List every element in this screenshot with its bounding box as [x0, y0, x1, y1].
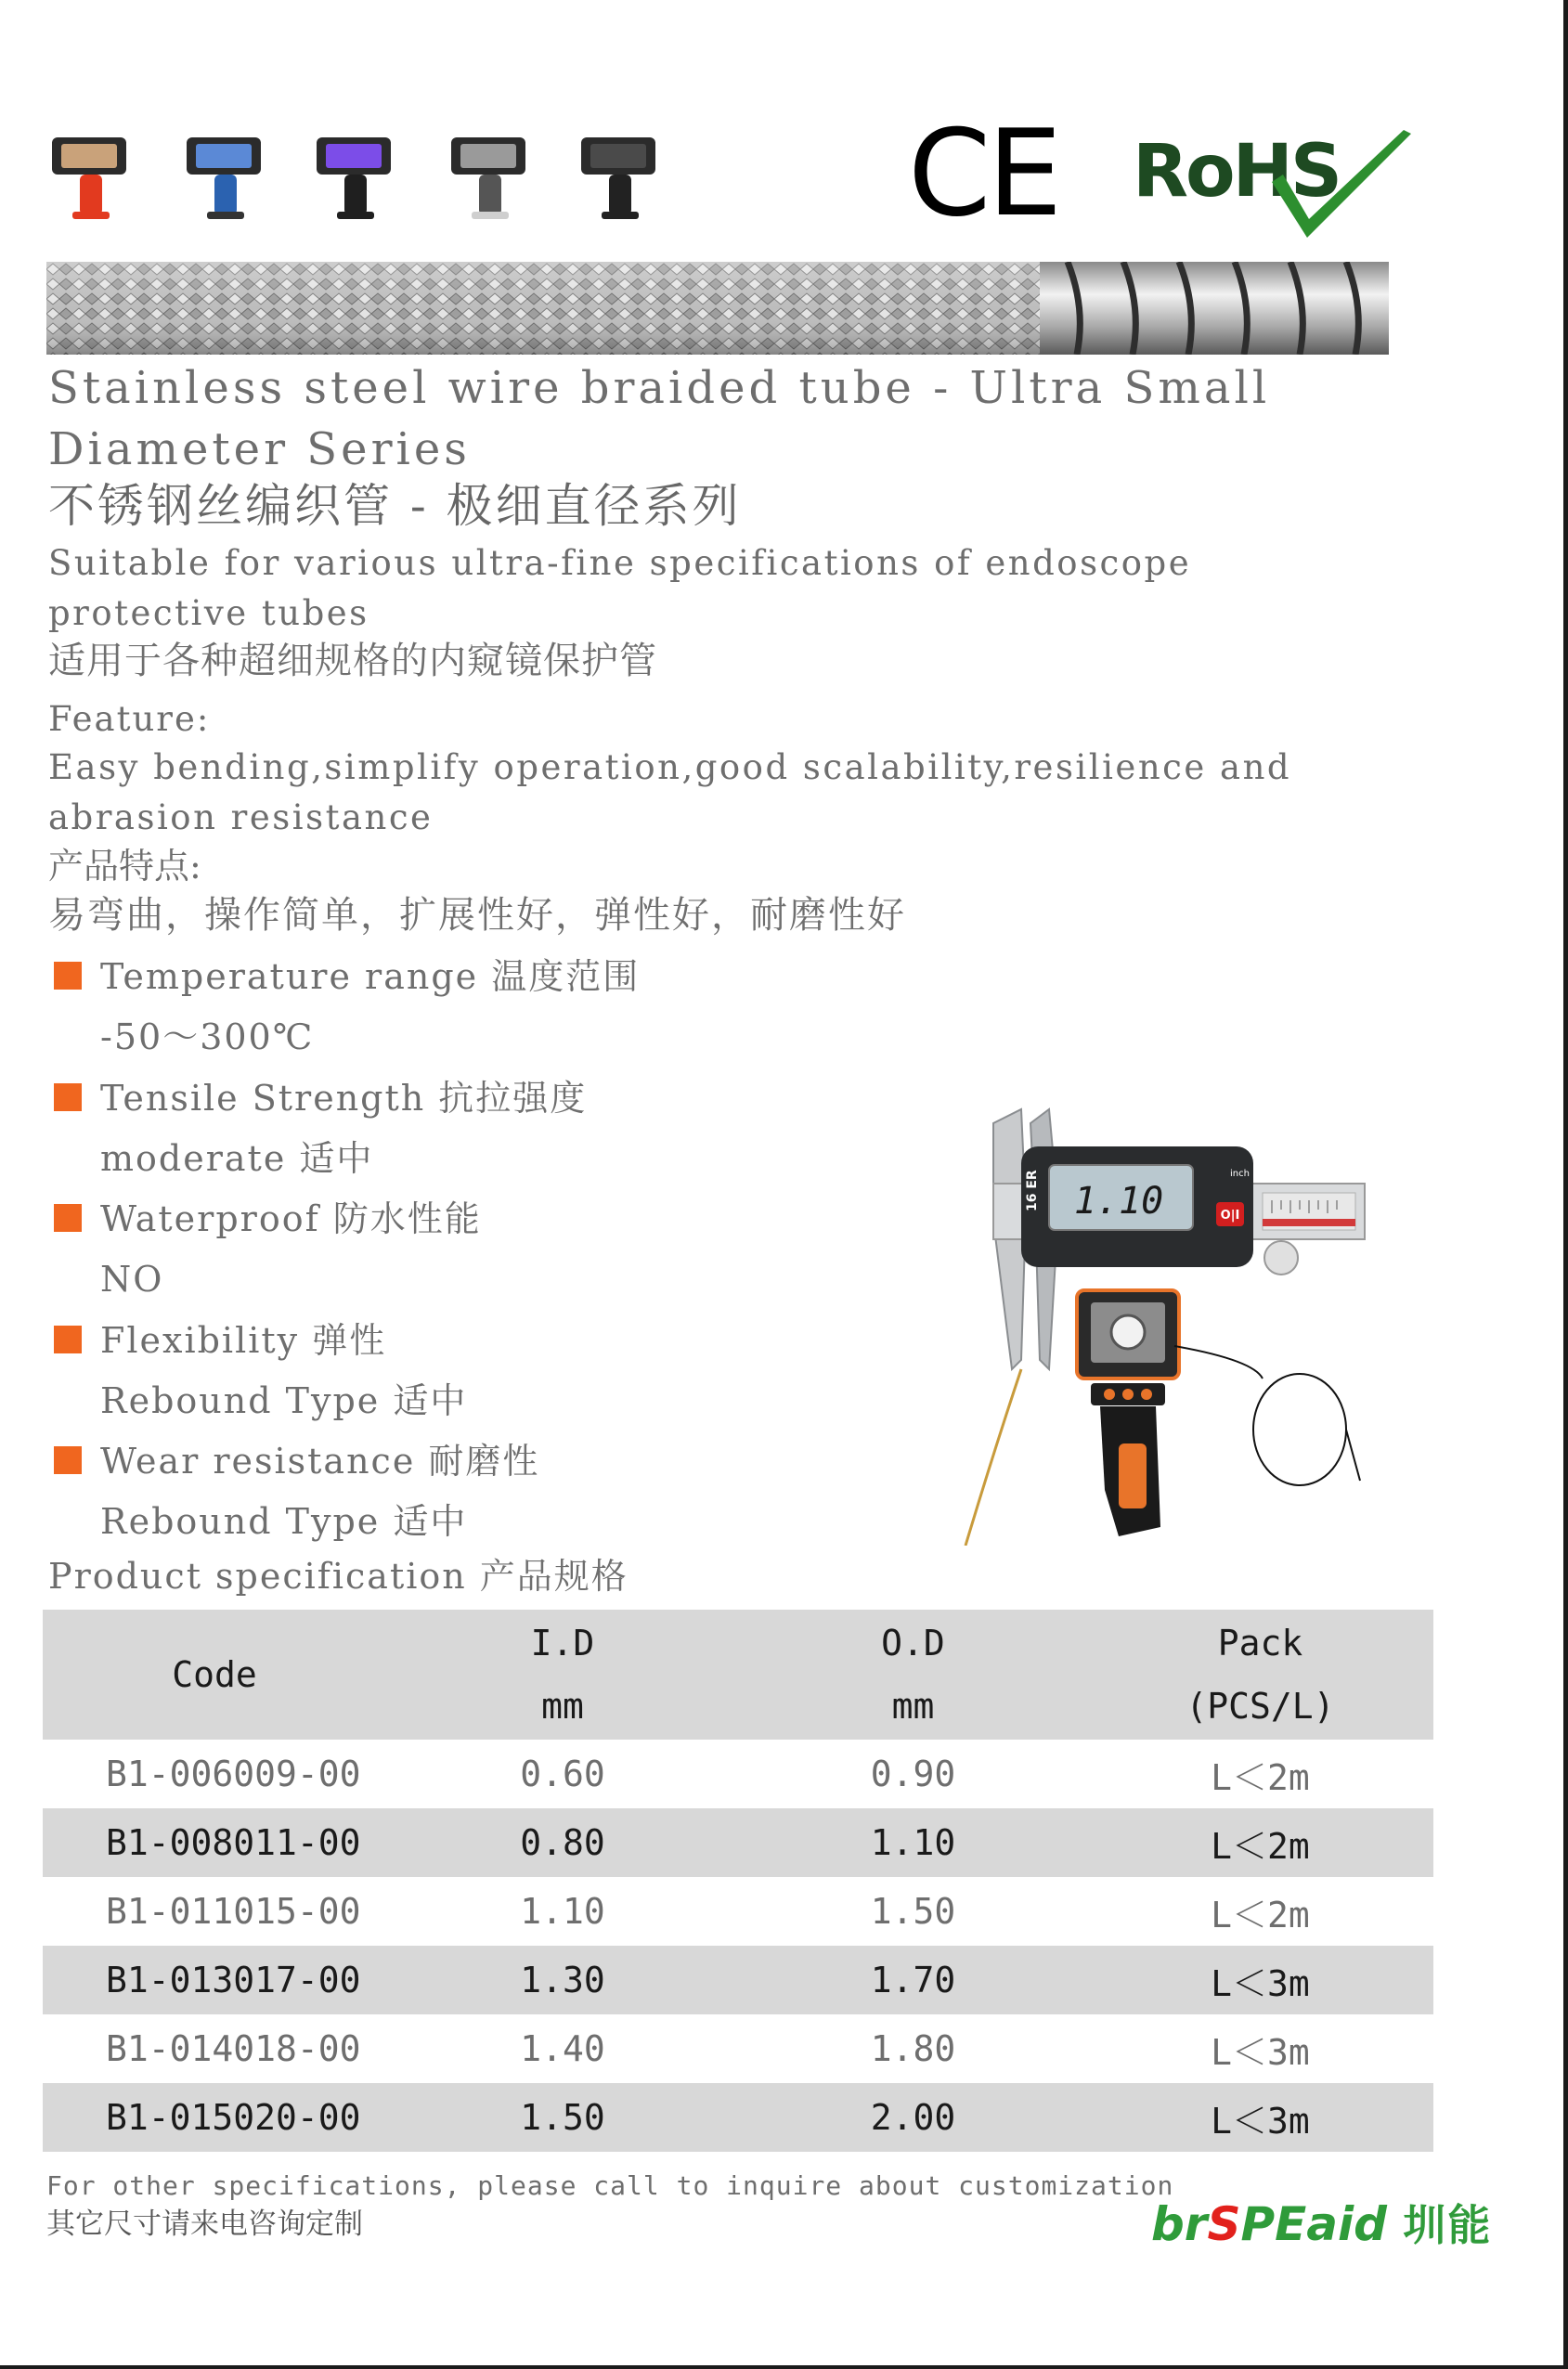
property-name: Wear resistance 耐磨性 [100, 1441, 540, 1482]
brand-logo [1151, 2191, 1493, 2265]
cell-pack: L＜3m [1211, 2100, 1310, 2142]
feature-label-en: Feature: [48, 699, 211, 739]
cell-pack: L＜2m [1211, 1894, 1310, 1935]
cell-od: 1.10 [870, 1822, 956, 1863]
table-row [43, 2083, 1433, 2152]
endoscope-red-icon [45, 126, 137, 228]
brand-part-1: br [1151, 2197, 1208, 2251]
rohs-label: RoHS [1133, 130, 1341, 214]
property-name: Flexibility 弹性 [100, 1320, 387, 1361]
page-right-border [1563, 0, 1568, 2369]
product-specification-label: Product specification 产品规格 [48, 1556, 628, 1597]
page-title-cn: 不锈钢丝编织管 - 极细直径系列 [48, 479, 742, 533]
braided-tube-image [46, 262, 1389, 355]
page-title-en: Stainless steel wire braided tube - Ultra Small Diameter Series [48, 362, 1271, 475]
cell-od: 0.90 [870, 1754, 956, 1794]
header-pack-label: Pack [1217, 1623, 1303, 1663]
cell-id: 1.40 [520, 2028, 605, 2069]
table-row [43, 1808, 1433, 1877]
table-header-row [43, 1610, 1433, 1740]
brand-part-2: S [1207, 2197, 1241, 2251]
bullet-square-icon [54, 1204, 82, 1232]
caliper-measurement-photo [956, 1100, 1374, 1546]
property-value: NO [100, 1259, 164, 1300]
cell-od: 1.80 [870, 2028, 956, 2069]
caliper-brand: 16 ER [1025, 1170, 1040, 1211]
table-row [43, 2014, 1433, 2083]
table-row [43, 1946, 1433, 2014]
subtitle-en: Suitable for various ultra-fine specifications of endoscope protective tubes [48, 543, 1192, 633]
table-row [43, 1740, 1433, 1808]
subtitle-cn: 适用于各种超细规格的内窥镜保护管 [48, 640, 657, 682]
feature-text-en: Easy bending,simplify operation,good scalability,resilience and abrasion resistance [48, 747, 1292, 837]
header-od [739, 1610, 1087, 1740]
header-code: Code [172, 1654, 257, 1695]
caliper-reading: 1.10 [1073, 1180, 1164, 1223]
cell-od: 2.00 [870, 2097, 956, 2138]
endoscope-black-icon [574, 126, 667, 228]
endoscope-gray-icon [444, 126, 537, 228]
feature-text-cn: 易弯曲，操作简单，扩展性好，弹性好，耐磨性好 [48, 894, 906, 937]
footer-note-cn: 其它尺寸请来电咨询定制 [46, 2207, 363, 2241]
cell-code: B1-014018-00 [106, 2028, 361, 2069]
property-value: moderate 适中 [100, 1138, 374, 1179]
property-value: Rebound Type 适中 [100, 1501, 468, 1542]
product-specification-table [43, 1610, 1433, 2152]
cell-id: 1.10 [520, 1891, 605, 1932]
property-name: Temperature range 温度范围 [100, 956, 641, 997]
cell-od: 1.50 [870, 1891, 956, 1932]
cell-id: 1.50 [520, 2097, 605, 2138]
cell-id: 0.80 [520, 1822, 605, 1863]
cell-pack: L＜3m [1211, 2031, 1310, 2073]
endoscope-blue-icon [179, 126, 272, 228]
ce-certification-mark: CE [908, 105, 1059, 243]
cell-code: B1-015020-00 [106, 2097, 361, 2138]
header-pack-unit: (PCS/L) [1186, 1686, 1335, 1727]
cell-code: B1-013017-00 [106, 1960, 361, 2000]
footer-note-en: For other specifications, please call to inquire about customization [46, 2170, 1174, 2201]
brand-part-4: 圳能 [1403, 2200, 1493, 2250]
page-bottom-border [0, 2365, 1568, 2369]
cell-od: 1.70 [870, 1960, 956, 2000]
property-name: Waterproof 防水性能 [100, 1198, 482, 1239]
bullet-square-icon [54, 1083, 82, 1111]
header-od-unit: mm [891, 1686, 935, 1727]
endoscope-purple-icon [309, 126, 402, 228]
cell-pack: L＜2m [1211, 1756, 1310, 1798]
cell-id: 1.30 [520, 1960, 605, 2000]
bullet-square-icon [54, 1326, 82, 1353]
rohs-certification-mark [1133, 130, 1402, 260]
header-id-label: I.D [530, 1623, 595, 1663]
header-od-label: O.D [881, 1623, 945, 1663]
caliper-power-button: O|I [1220, 1209, 1240, 1223]
property-name: Tensile Strength 抗拉强度 [100, 1078, 588, 1119]
cell-code: B1-011015-00 [106, 1891, 361, 1932]
feature-label-cn: 产品特点: [48, 846, 201, 887]
bullet-square-icon [54, 962, 82, 990]
product-icon-row [45, 126, 676, 228]
header-id-unit: mm [541, 1686, 584, 1727]
property-value: Rebound Type 适中 [100, 1380, 468, 1421]
cell-code: B1-008011-00 [106, 1822, 361, 1863]
check-mark-icon [1235, 126, 1420, 256]
property-value: -50～300℃ [100, 1016, 315, 1057]
table-row [43, 1877, 1433, 1946]
brand-part-3: PEaid [1240, 2197, 1387, 2251]
header-pack [1087, 1610, 1433, 1740]
cell-id: 0.60 [520, 1754, 605, 1794]
bullet-square-icon [54, 1446, 82, 1474]
header-id [386, 1610, 739, 1740]
cell-code: B1-006009-00 [106, 1754, 361, 1794]
cell-pack: L＜3m [1211, 1962, 1310, 2004]
cell-pack: L＜2m [1211, 1825, 1310, 1867]
caliper-unit: inch [1230, 1169, 1250, 1179]
